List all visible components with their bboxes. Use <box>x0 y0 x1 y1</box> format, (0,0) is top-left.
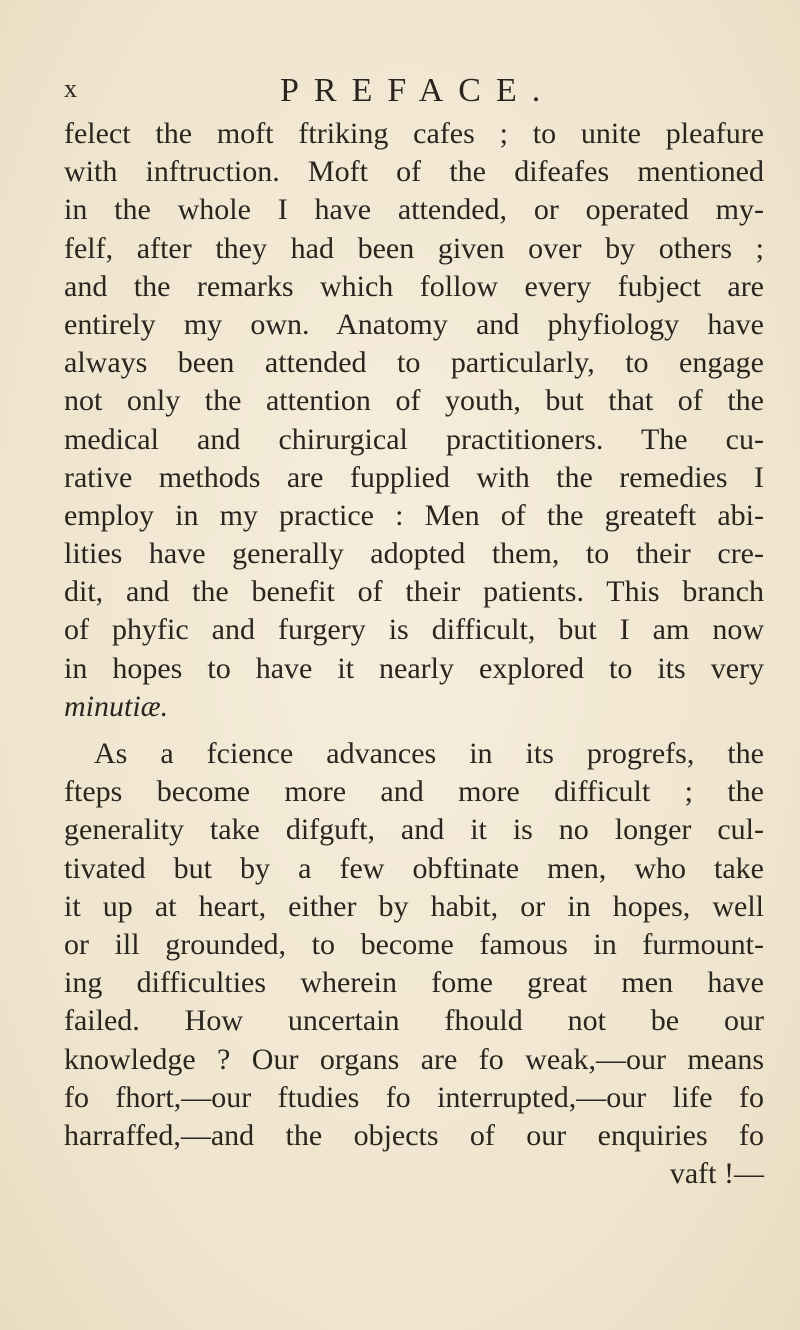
page-number: x <box>64 74 78 103</box>
running-header <box>0 72 800 112</box>
paragraph-2 <box>64 735 764 1193</box>
text-line: felf, after they had been given over by others ; <box>64 231 764 265</box>
text-line: lities have generally adopted them, to their cre- <box>64 537 764 571</box>
text-line: knowledge ? Our organs are fo weak,—our means <box>64 1042 764 1076</box>
text-line: fteps become more and more difficult ; the <box>64 775 764 809</box>
text-line: dit, and the benefit of their patients. This branch <box>64 575 764 609</box>
text-line: with inftruction. Moft of the difeafes mentioned <box>64 155 764 189</box>
text-line: entirely my own. Anatomy and phyfiology have <box>64 307 764 341</box>
text-line: harraffed,—and the objects of our enquiries fo <box>64 1118 764 1152</box>
text-line: fo fhort,—our ftudies fo interrupted,—our life fo <box>64 1080 764 1114</box>
text-line: or ill grounded, to become famous in furmount- <box>64 927 764 961</box>
text-line: minutiæ. <box>64 689 169 723</box>
text-line: in the whole I have attended, or operated my- <box>64 193 764 227</box>
text-line: felect the moft ftriking cafes ; to unite pleafure <box>64 117 764 150</box>
text-line: of phyfic and furgery is difficult, but I am now <box>64 613 764 647</box>
text-line: ing difficulties wherein fome great men have <box>64 966 764 1000</box>
text-line: tivated but by a few obftinate men, who take <box>64 851 764 885</box>
text-line: employ in my practice : Men of the greateft abi- <box>64 498 764 532</box>
text-line: vaft !— <box>669 1157 764 1191</box>
text-line: As a fcience advances in its progrefs, the <box>94 737 764 770</box>
paragraph-1 <box>64 115 764 726</box>
running-title: PREFACE. <box>280 72 556 109</box>
text-line: generality take difguft, and it is no longer cul- <box>64 813 764 847</box>
text-line: it up at heart, either by habit, or in hopes, well <box>64 889 764 923</box>
text-line: in hopes to have it nearly explored to its very <box>64 651 764 685</box>
text-line: failed. How uncertain fhould not be our <box>64 1004 764 1038</box>
text-line: always been attended to particularly, to engage <box>64 346 764 380</box>
text-line: not only the attention of youth, but that of the <box>64 384 764 418</box>
text-line: rative methods are fupplied with the remedies I <box>64 460 764 494</box>
text-line: medical and chirurgical practitioners. The cu- <box>64 422 764 456</box>
text-line: and the remarks which follow every fubject are <box>64 269 764 303</box>
